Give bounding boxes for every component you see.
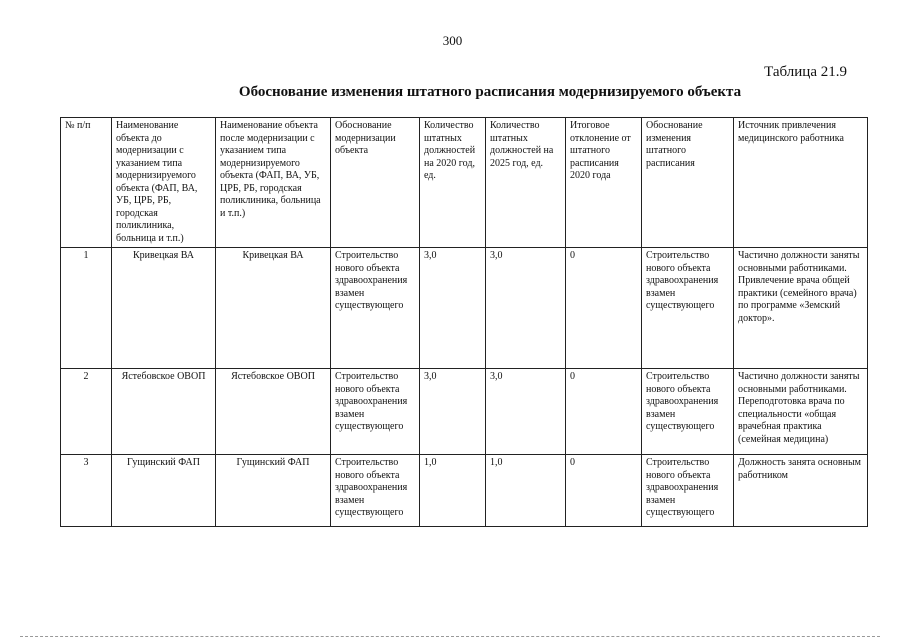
change-reason: Строительство нового объекта здравоохранения взамен существующего — [642, 369, 734, 455]
table-label: Таблица 21.9 — [764, 64, 847, 80]
staff-2020: 3,0 — [420, 369, 486, 455]
header-modernization-justification: Обоснование модернизации объекта — [331, 118, 420, 248]
table-row — [61, 455, 868, 527]
header-source: Источник привлечения медицинского работника — [734, 118, 868, 248]
staff-2020: 1,0 — [420, 455, 486, 527]
row-number: 1 — [61, 248, 112, 369]
staff-2020: 3,0 — [420, 248, 486, 369]
modernization-justification: Строительство нового объекта здравоохранения взамен существующего — [331, 455, 420, 527]
header-staff-2025: Количество штатных должностей на 2025 год, ед. — [486, 118, 566, 248]
staff-2025: 3,0 — [486, 369, 566, 455]
deviation: 0 — [566, 455, 642, 527]
object-after: Гущинский ФАП — [216, 455, 331, 527]
staff-source: Частично должности заняты основными работниками. Привлечение врача общей практики (семейного врача) по программе «Земский доктор». — [734, 248, 868, 369]
page-number: 300 — [442, 33, 463, 48]
deviation: 0 — [566, 248, 642, 369]
header-deviation: Итоговое отклонение от штатного расписания 2020 года — [566, 118, 642, 248]
header-object-before: Наименование объекта до модернизации с указанием типа модернизируемого объекта (ФАП, ВА, УБ, ЦРБ, РБ, городская поликлиника, больница и т.п.) — [112, 118, 216, 248]
change-reason: Строительство нового объекта здравоохранения взамен существующего — [642, 455, 734, 527]
object-before: Кривецкая ВА — [112, 248, 216, 369]
change-reason: Строительство нового объекта здравоохранения взамен существующего — [642, 248, 734, 369]
row-number: 3 — [61, 455, 112, 527]
scan-edge-line — [20, 636, 880, 637]
row-number: 2 — [61, 369, 112, 455]
table-row — [61, 248, 868, 369]
modernization-justification: Строительство нового объекта здравоохранения взамен существующего — [331, 248, 420, 369]
table-row — [61, 369, 868, 455]
modernization-justification: Строительство нового объекта здравоохранения взамен существующего — [331, 369, 420, 455]
table-header-row — [61, 118, 868, 248]
object-after: Ястебовское ОВОП — [216, 369, 331, 455]
staff-2025: 1,0 — [486, 455, 566, 527]
object-before: Ястебовское ОВОП — [112, 369, 216, 455]
deviation: 0 — [566, 369, 642, 455]
header-staff-2020: Количество штатных должностей на 2020 год, ед. — [420, 118, 486, 248]
staffing-table — [60, 117, 868, 527]
staff-source: Частично должности заняты основными работниками. Переподготовка врача по специальности «общая врачебная практика (семейная медицина) — [734, 369, 868, 455]
object-before: Гущинский ФАП — [112, 455, 216, 527]
staff-2025: 3,0 — [486, 248, 566, 369]
header-object-after: Наименование объекта после модернизации с указанием типа модернизируемого объекта (ФАП, ВА, УБ, ЦРБ, РБ, городская поликлиника, больница и т.п.) — [216, 118, 331, 248]
object-after: Кривецкая ВА — [216, 248, 331, 369]
header-number: № п/п — [61, 118, 112, 248]
document-title: Обоснование изменения штатного расписания модернизируемого объекта — [238, 84, 742, 100]
staff-source: Должность занята основным работником — [734, 455, 868, 527]
header-change-reason: Обоснование изменения штатного расписания — [642, 118, 734, 248]
